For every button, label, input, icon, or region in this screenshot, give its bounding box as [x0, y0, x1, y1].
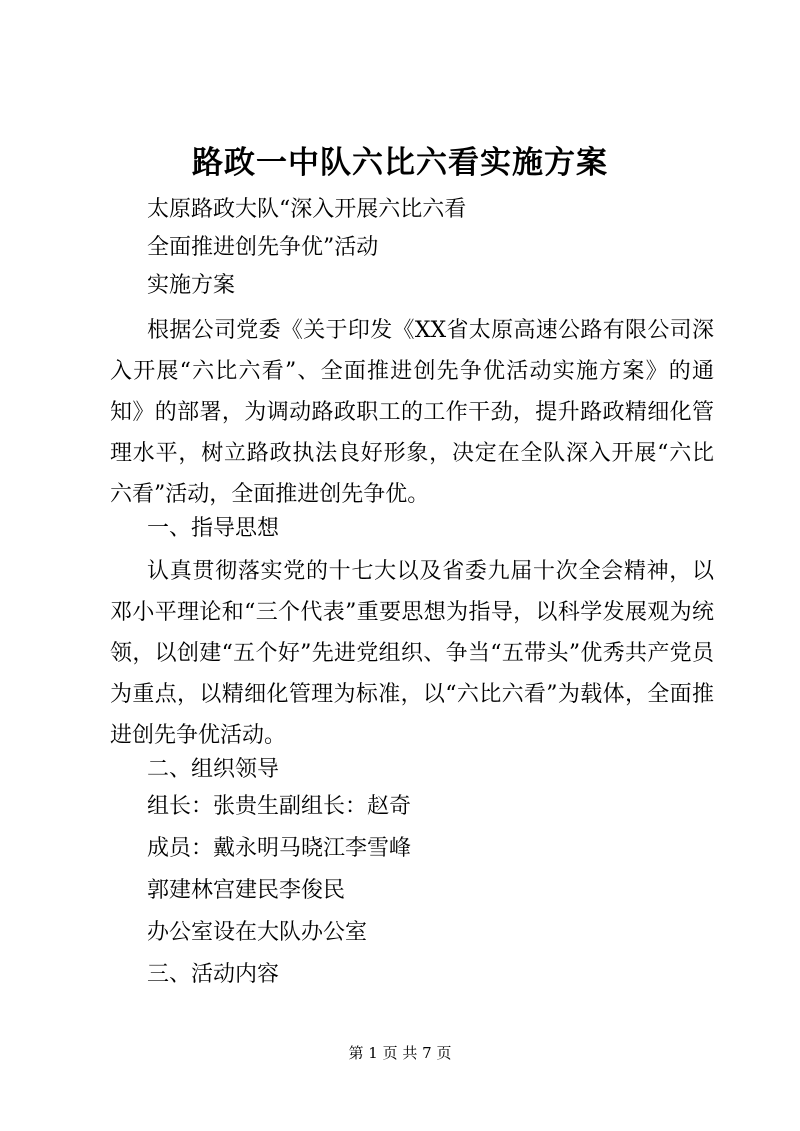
office-line: 办公室设在大队办公室	[147, 920, 368, 945]
page-footer: 第 1 页 共 7 页	[348, 1044, 452, 1062]
section-heading-1: 一、指导思想	[147, 516, 280, 541]
header-line-2: 全面推进创先争优”活动	[147, 235, 379, 260]
section-heading-3: 三、活动内容	[147, 962, 280, 987]
leader-line: 组长：张贵生副组长：赵奇	[147, 794, 412, 819]
intro-paragraph: 根据公司党委《关于印发《XX省太原高速公路有限公司深入开展“六比六看”、全面推进创先争优活动实施方案》的通知》的部署，为调动路政职工的工作干劲，提升路政精细化管理水平，树立路政执法良好形象，决定在全队深入开展“六比六看”活动，全面推进创先争优。	[110, 318, 714, 507]
section-heading-2: 二、组织领导	[147, 757, 280, 782]
header-line-3: 实施方案	[147, 273, 236, 298]
section-paragraph-1: 认真贯彻落实党的十七大以及省委九届十次全会精神，以邓小平理论和“三个代表”重要思想为指导，以科学发展观为统领，以创建“五个好”先进党组织、争当“五带头”优秀共产党员为重点，以精细化管理为标准，以“六比六看”为载体，全面推进创先争优活动。	[110, 559, 714, 748]
members-line-2: 郭建林宫建民李俊民	[147, 878, 346, 903]
document-title: 路政一中队六比六看实施方案	[192, 145, 608, 181]
header-line-1: 太原路政大队“深入开展六比六看	[147, 197, 467, 222]
members-line-1: 成员：戴永明马晓江李雪峰	[147, 836, 412, 861]
